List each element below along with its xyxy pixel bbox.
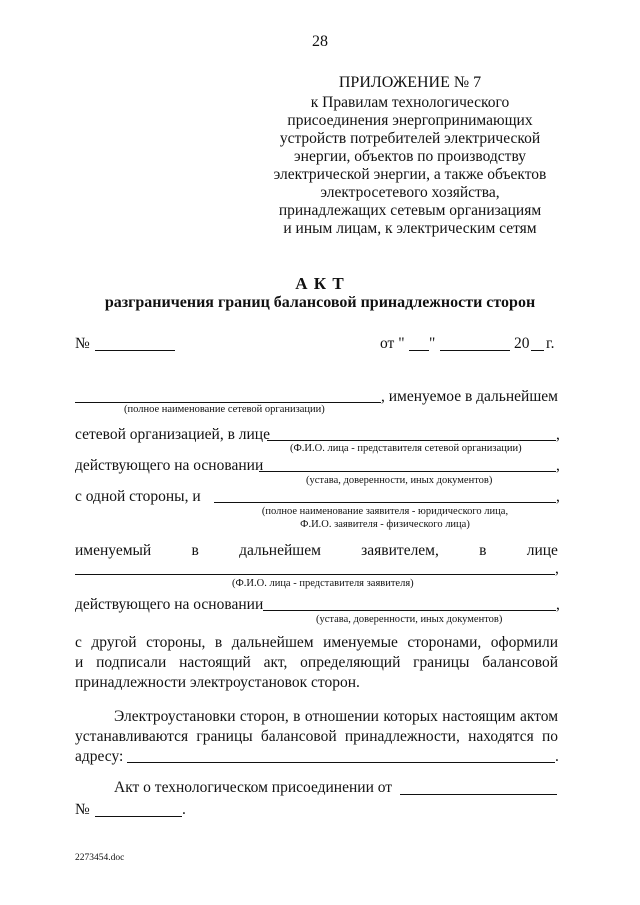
appendix-line: принадлежащих сетевым организациям xyxy=(278,202,542,219)
applicant-rep-hint: (Ф.И.О. лица - представителя заявителя) xyxy=(232,578,414,589)
date-from-label: от " xyxy=(380,335,405,352)
paragraph-2-line-1: Электроустановки сторон, в отношении которых настоящим актом xyxy=(114,708,558,725)
date-quote-close: " xyxy=(429,335,436,352)
applicant-named-row xyxy=(75,542,558,560)
network-org-hint: (полное наименование сетевой организации) xyxy=(124,404,325,415)
act-number-field[interactable] xyxy=(95,350,175,351)
comma: , xyxy=(556,596,560,613)
appendix-line: и иным лицам, к электрическим сетям xyxy=(283,220,537,237)
basis-field-2[interactable] xyxy=(263,610,556,611)
date-year-suffix: г. xyxy=(546,335,555,352)
page-number: 28 xyxy=(312,33,328,50)
applicant-hint-2: Ф.И.О. заявителя - физического лица) xyxy=(300,519,470,530)
network-rep-field[interactable] xyxy=(267,440,556,441)
word: дальнейшем xyxy=(239,542,321,559)
appendix-line: электросетевого хозяйства, xyxy=(320,184,500,201)
acting-basis-label-2: действующего на основании xyxy=(75,596,264,613)
word: лице xyxy=(526,542,558,559)
appendix-line: к Правилам технологического xyxy=(310,94,510,111)
act-number-label: № xyxy=(75,335,90,352)
named-text: , именуемое в дальнейшем xyxy=(381,388,558,405)
paragraph-2-line-3: адресу: xyxy=(75,748,124,765)
network-org-in-person: сетевой организацией, в лице xyxy=(75,426,270,443)
period: . xyxy=(555,748,559,765)
comma: , xyxy=(555,560,559,577)
appendix-line: энергии, объектов по производству xyxy=(294,148,526,165)
basis-hint-2: (устава, доверенности, иных документов) xyxy=(316,614,503,625)
tech-connection-date-field[interactable] xyxy=(400,794,557,795)
appendix-title: ПРИЛОЖЕНИЕ № 7 xyxy=(338,74,482,91)
comma: , xyxy=(556,426,560,443)
paragraph-1-line-2: и подписали настоящий акт, определяющий границы балансовой xyxy=(75,654,558,671)
date-month-field[interactable] xyxy=(440,350,510,351)
comma: , xyxy=(556,488,560,505)
network-org-field[interactable] xyxy=(75,402,381,403)
word: в xyxy=(191,542,199,559)
appendix-line: устройств потребителей электрической xyxy=(279,130,541,147)
word: именуемый xyxy=(75,542,152,559)
applicant-field[interactable] xyxy=(214,502,556,503)
basis-field[interactable] xyxy=(259,471,556,472)
appendix-line: присоединения энергопринимающих xyxy=(287,112,533,129)
applicant-hint-1: (полное наименование заявителя - юридического лица, xyxy=(261,506,509,517)
basis-hint: (устава, доверенности, иных документов) xyxy=(306,475,493,486)
paragraph-1-line-1: с другой стороны, в дальнейшем именуемые сторонами, оформили xyxy=(75,634,558,651)
tech-connection-label: Акт о технологическом присоединении от xyxy=(114,779,393,796)
network-rep-hint: (Ф.И.О. лица - представителя сетевой организации) xyxy=(290,443,522,454)
tech-connection-number-field[interactable] xyxy=(95,816,182,817)
date-year-prefix: 20 xyxy=(514,335,530,352)
comma: , xyxy=(556,457,560,474)
date-day-field[interactable] xyxy=(409,350,429,351)
word: в xyxy=(479,542,487,559)
act-title: А К Т xyxy=(295,274,345,293)
file-name: 2273454.doc xyxy=(75,853,125,863)
applicant-rep-field[interactable] xyxy=(75,574,555,575)
tech-connection-no-label: № xyxy=(75,801,90,818)
paragraph-2-line-2: устанавливаются границы балансовой принадлежности, находятся по xyxy=(75,728,558,745)
act-subtitle: разграничения границ балансовой принадлежности сторон xyxy=(104,294,536,311)
period: . xyxy=(182,801,186,818)
one-side-label: с одной стороны, и xyxy=(75,488,201,505)
acting-basis-label: действующего на основании xyxy=(75,457,264,474)
date-year-field[interactable] xyxy=(531,350,544,351)
paragraph-1-line-3: принадлежности электроустановок сторон. xyxy=(75,674,360,691)
appendix-line: электрической энергии, а также объектов xyxy=(273,166,547,183)
word: заявителем, xyxy=(361,542,439,559)
address-field[interactable] xyxy=(127,762,555,763)
